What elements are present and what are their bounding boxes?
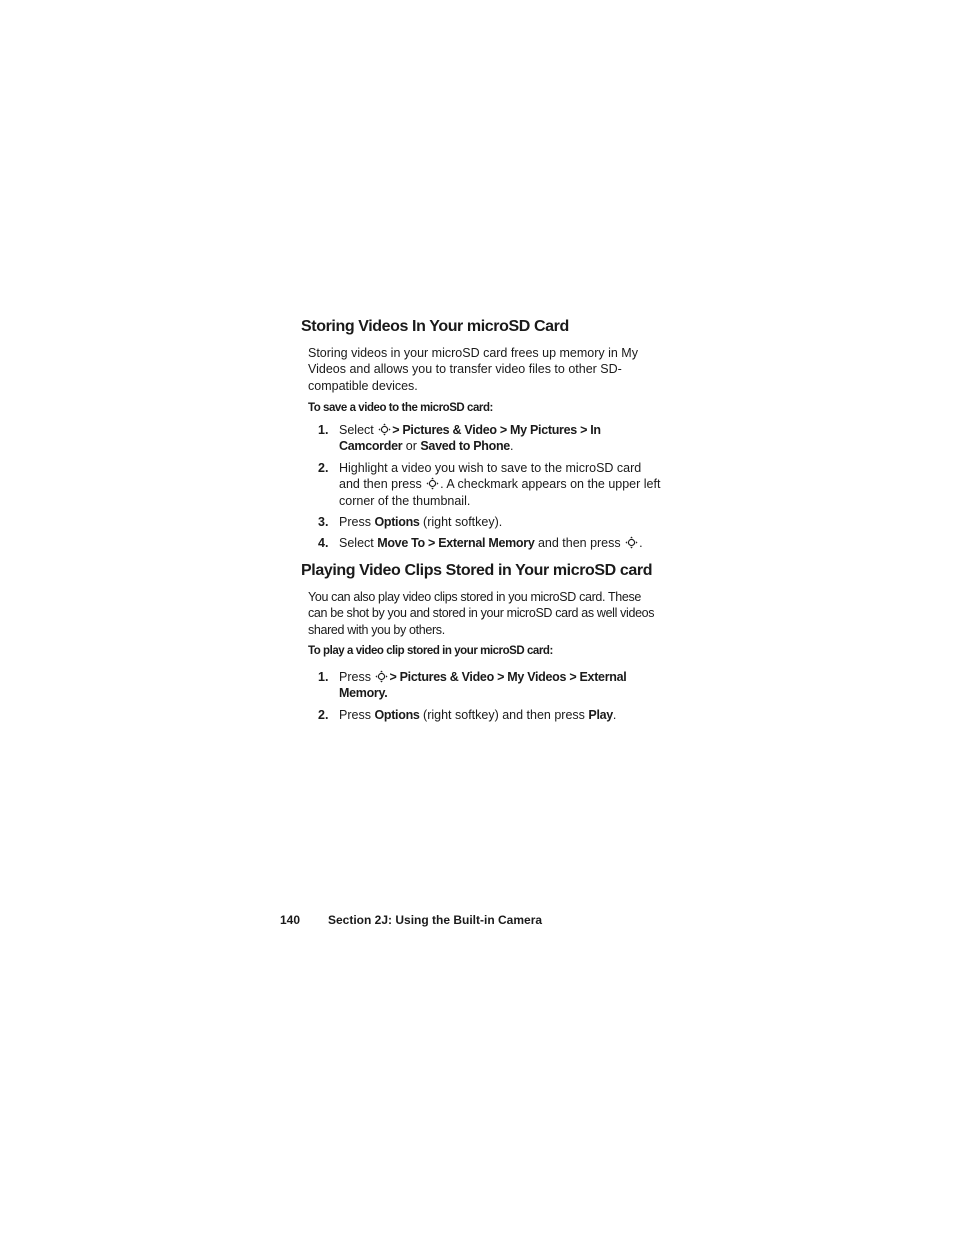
navigation-key-icon — [426, 477, 439, 490]
navigation-key-icon — [625, 536, 638, 549]
step-text: and then press — [534, 536, 625, 550]
procedure-lead-play-video: To play a video clip stored in your microSD card: — [308, 645, 553, 657]
section-intro-storing-videos: Storing videos in your microSD card frees up memory in My Videos and allows you to transfer video files to other SD-compatible devices. — [308, 346, 638, 393]
menu-path: > Pictures & Video > My Videos > External Memory. — [339, 670, 627, 701]
list-item — [318, 707, 663, 723]
menu-path: Move To > External Memory — [377, 536, 535, 550]
list-item — [318, 669, 663, 702]
list-item — [318, 422, 663, 455]
step-text: Select — [339, 536, 378, 550]
step-number: 1. — [318, 423, 329, 437]
section-heading-playing-video-clips: Playing Video Clips Stored in Your microSD card — [301, 562, 653, 579]
step-text: or — [402, 439, 421, 454]
softkey-label: Options — [374, 515, 420, 529]
step-text: . — [509, 439, 514, 454]
step-text: Press — [339, 515, 375, 529]
step-text: Press — [339, 708, 375, 722]
step-text: Highlight a video you wish to save to the microSD card and then press — [339, 461, 642, 492]
step-text: . — [639, 536, 643, 550]
section-intro-playing-video-clips: You can also play video clips stored in you microSD card. These can be shot by you and stored in your microSD card as well videos shared with you by others. — [308, 590, 655, 637]
softkey-label: Options — [374, 708, 420, 722]
list-item — [318, 460, 663, 509]
step-text: (right softkey) and then press — [419, 708, 589, 722]
navigation-key-icon — [378, 423, 391, 436]
step-text: Select — [339, 423, 378, 437]
step-number: 1. — [318, 670, 329, 684]
menu-path: > Pictures & Video > My Pictures > In Camcorder — [339, 423, 601, 454]
page-number: 140 — [280, 913, 301, 927]
step-text: Press — [339, 670, 375, 684]
running-footer-section-title: Section 2J: Using the Built-in Camera — [328, 913, 543, 927]
step-text: (right softkey). — [419, 515, 503, 529]
step-number: 2. — [318, 708, 329, 722]
navigation-key-icon — [375, 670, 388, 683]
step-text: . — [612, 708, 617, 722]
list-item — [318, 514, 663, 530]
step-text: . A checkmark appears on the upper left corner of the thumbnail. — [339, 477, 661, 508]
procedure-lead-save-video: To save a video to the microSD card: — [308, 402, 493, 414]
step-number: 2. — [318, 461, 329, 475]
step-number: 4. — [318, 536, 329, 550]
menu-option: Play — [588, 708, 613, 722]
menu-option: Saved to Phone — [420, 439, 510, 454]
section-heading-storing-videos: Storing Videos In Your microSD Card — [301, 318, 569, 335]
step-number: 3. — [318, 515, 329, 529]
list-item — [318, 535, 663, 551]
